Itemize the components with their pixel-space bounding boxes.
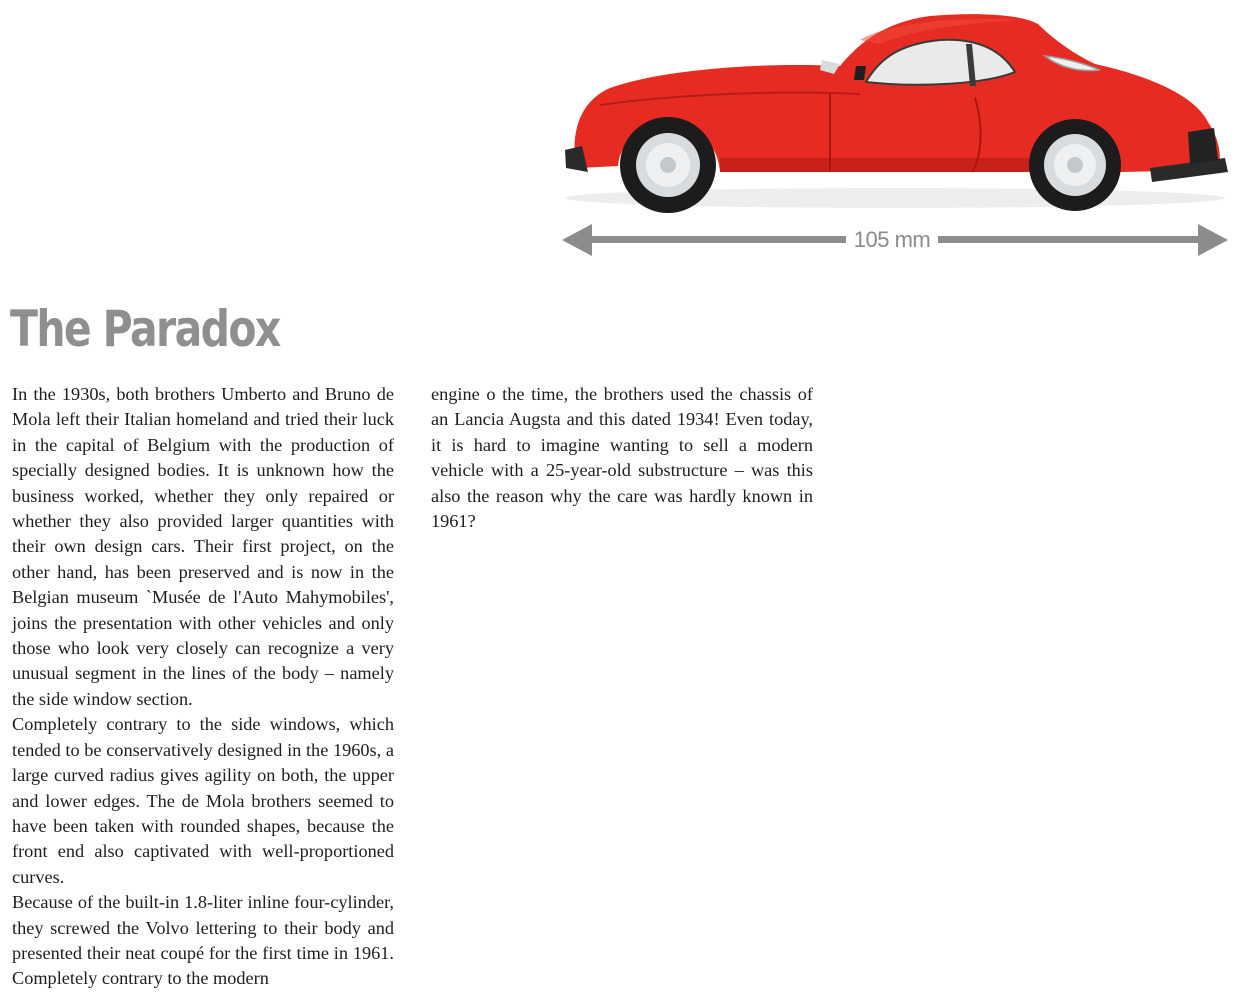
car-body-sill: [720, 158, 1030, 172]
article-paragraph: engine o the time, the brothers used the chassis of an Lancia Augsta and this dated 1934! Even today, it is hard to imagine wanting to sell a modern vehicle with a 25-year-old substructure – was this also the reason why the care was hardly known in 1961?: [431, 384, 813, 532]
car-front-wheel: [620, 117, 716, 213]
article-column-left: [12, 382, 394, 992]
car-side-mirror: [854, 66, 866, 80]
car-rear-wheel: [1029, 119, 1121, 211]
dimension-arrowhead-left: [562, 224, 592, 256]
article-paragraph: Completely contrary to the side windows, which tended to be conservatively designed in the 1960s, a large curved radius gives agility on both, the upper and lower edges. The de Mola brothers seemed to have been taken with rounded shapes, because the front end also captivated with well-proportioned curves.: [12, 714, 394, 887]
dimension-arrow-line-right: [935, 236, 1203, 243]
page-title: The Paradox: [10, 300, 280, 358]
article-paragraph: In the 1930s, both brothers Umberto and Bruno de Mola left their Italian homeland and tried their luck in the capital of Belgium with the production of specially designed bodies. It is unknown how the business worked, whether they only repaired or whether they also provided larger quantities with their own design cars. Their first project, on the other hand, has been preserved and is now in the Belgian museum `Musée de l'Auto Mahymobiles', joins the presentation with other vehicles and only those who look very closely can recognize a very unusual segment in the lines of the body – namely the side window section.: [12, 384, 394, 709]
dimension-arrowhead-right: [1198, 224, 1228, 256]
article-column-right: [431, 382, 813, 534]
car-rear-end: [1188, 128, 1218, 164]
article-paragraph: Because of the built-in 1.8-liter inline four-cylinder, they screwed the Volvo lettering to their body and presented their neat coupé for the first time in 1961. Completely contrary to the modern: [12, 892, 394, 989]
dimension-label: 105 mm: [846, 224, 938, 256]
dimension-arrow-line-left: [585, 236, 850, 243]
